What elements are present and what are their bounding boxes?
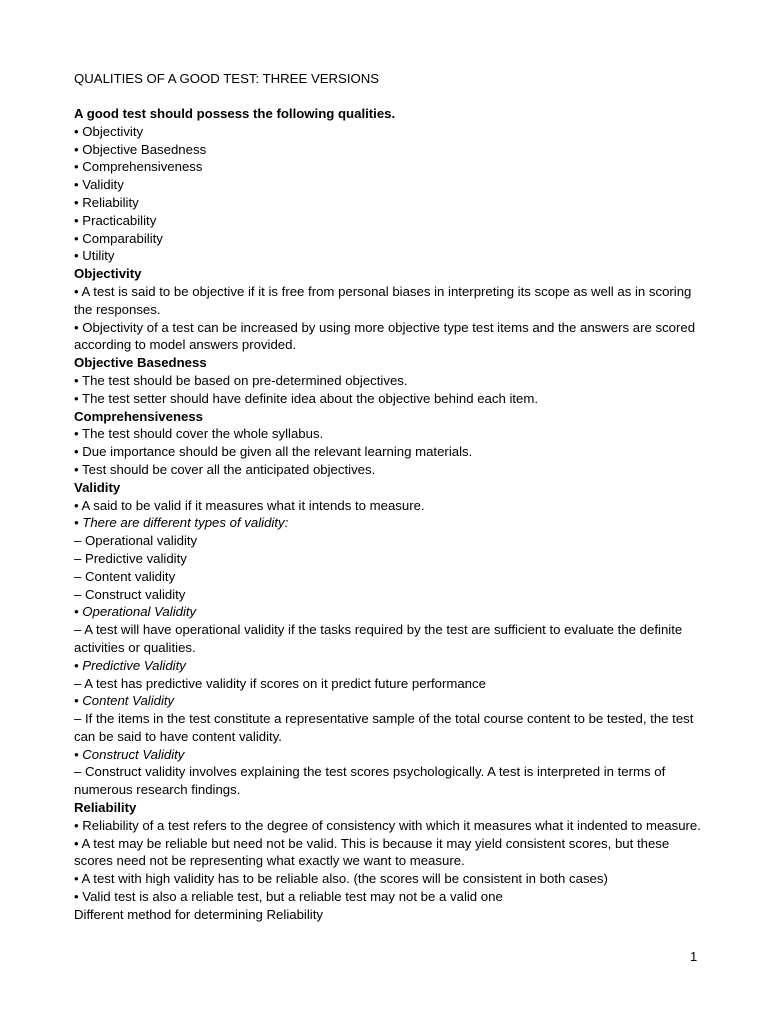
body-line: • Test should be cover all the anticipated objectives.: [74, 461, 376, 477]
body-line: – Operational validity: [74, 533, 198, 549]
section-heading: Objectivity: [74, 266, 142, 282]
body-line: • Reliability: [74, 194, 139, 210]
body-line: • Reliability of a test refers to the degree of consistency with which it measures what it indented to measure.: [74, 817, 701, 833]
body-line: • Content Validity: [74, 693, 175, 709]
body-line: – Predictive validity: [74, 550, 187, 566]
body-line: – Content validity: [74, 568, 176, 584]
section-heading: Comprehensiveness: [74, 408, 203, 424]
section-heading: Reliability: [74, 800, 137, 816]
body-line: • There are different types of validity:: [74, 515, 289, 531]
section-heading: Validity: [74, 479, 121, 495]
body-line: – A test has predictive validity if scores on it predict future performance: [74, 675, 486, 691]
section-heading: A good test should possess the following qualities.: [74, 106, 396, 121]
body-line: • Objective Basedness: [74, 141, 207, 157]
body-line: • The test should be based on pre-determined objectives.: [74, 372, 408, 388]
body-line: • Due importance should be given all the relevant learning materials.: [74, 444, 473, 460]
body-line: • A test may be reliable but need not be valid. This is because it may yield consistent scores, but these scores need not be representing what exactly we want to measure.: [74, 835, 670, 869]
body-line: • Comparability: [74, 230, 163, 246]
body-line: • A test is said to be objective if it is free from personal biases in interpreting its scope as well as in scoring the responses.: [74, 283, 692, 317]
body-line: • Predictive Validity: [74, 657, 186, 673]
page-number: 1: [690, 949, 698, 964]
body-line: • Objectivity: [74, 123, 144, 139]
body-line: • Utility: [74, 248, 115, 264]
body-line: • Valid test is also a reliable test, but a reliable test may not be a valid one: [74, 889, 503, 905]
body-line: • The test setter should have definite idea about the objective behind each item.: [74, 390, 539, 406]
body-line: – Construct validity: [74, 586, 186, 602]
section-heading: Objective Basedness: [74, 355, 207, 371]
body-line: • Operational Validity: [74, 604, 197, 620]
document-title: QUALITIES OF A GOOD TEST: THREE VERSIONS: [74, 71, 380, 86]
body-line: Different method for determining Reliability: [74, 906, 323, 922]
body-line: – Construct validity involves explaining the test scores psychologically. A test is interpreted in terms of numerous research findings.: [74, 764, 666, 798]
body-line: • A said to be valid if it measures what it intends to measure.: [74, 497, 425, 513]
body-line: – If the items in the test constitute a representative sample of the total course content to be tested, the test can be said to have content validity.: [74, 711, 694, 744]
body-line: • Validity: [74, 177, 124, 193]
body-line: • Practicability: [74, 212, 157, 228]
body-line: – A test will have operational validity if the tasks required by the test are sufficient to evaluate the definite activities or qualities.: [74, 622, 683, 655]
body-line: • A test with high validity has to be reliable also. (the scores will be consistent in both cases): [74, 871, 608, 887]
document-body: [74, 105, 708, 924]
body-line: • Construct Validity: [74, 746, 185, 762]
body-line: • The test should cover the whole syllabus.: [74, 426, 324, 442]
body-line: • Comprehensiveness: [74, 159, 203, 175]
body-line: • Objectivity of a test can be increased by using more objective type test items and the answers are scored according to model answers provided.: [74, 319, 696, 353]
